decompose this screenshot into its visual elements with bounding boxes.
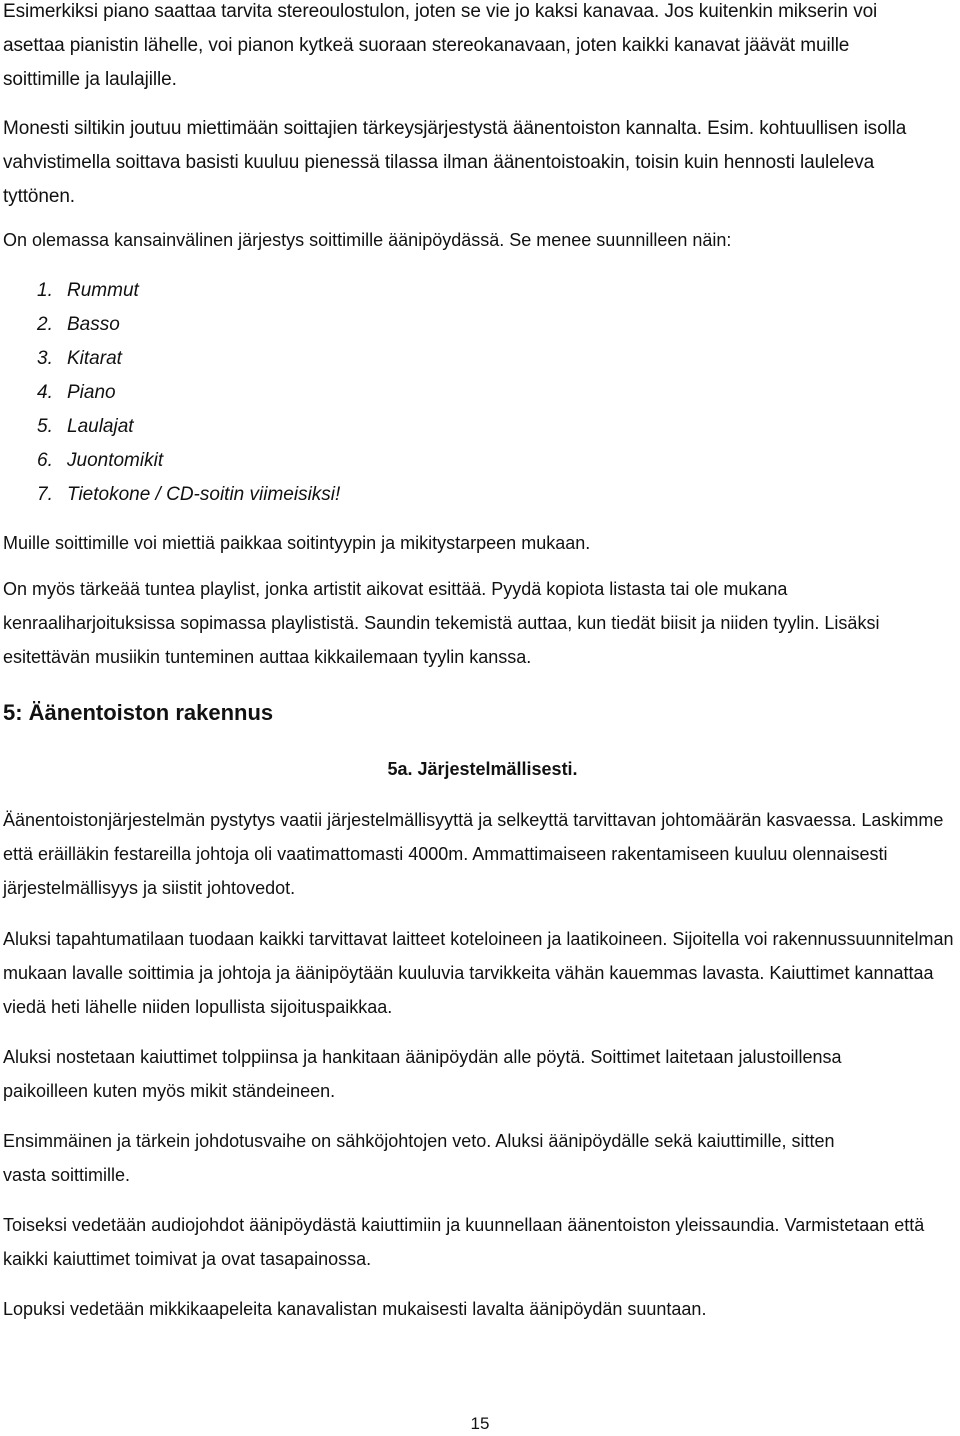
list-item-number: 2. xyxy=(37,314,53,335)
paragraph-mic-cables: Lopuksi vedetään mikkikaapeleita kanavalistan mukaisesti lavalta äänipöydän suuntaan. xyxy=(3,1299,707,1319)
list-item xyxy=(3,410,958,444)
list-item-number: 4. xyxy=(37,382,53,403)
list-item-label: Rummut xyxy=(67,280,139,301)
instrument-ranking-list xyxy=(3,274,958,512)
paragraph-other-instruments: Muille soittimille voi miettiä paikkaa soitintyypin ja mikitystarpeen mukaan. xyxy=(3,533,591,553)
list-item xyxy=(3,444,958,478)
list-item xyxy=(3,308,958,342)
page-number: 15 xyxy=(470,1414,490,1433)
paragraph-piano-stereo: Esimerkiksi piano saattaa tarvita stereoulostulon, joten se vie jo kaksi kanavaa. Jos kuitenkin mikserin voi asettaa pianistin lähelle, voi pianon kytkeä suoraan stereokanavaan, joten kaikki kanavat jäävät muille soittimille ja laulajille. xyxy=(3,1,878,90)
list-item-label: Juontomikit xyxy=(67,450,164,471)
paragraph-equipment-placement: Aluksi tapahtumatilaan tuodaan kaikki tarvittavat laitteet koteloineen ja laatikoineen. Sijoitella voi rakennussuunnitelman mukaan lavalle soittimia ja johtoja ja äänipöytään kuuluvia tarvikkeita vähän kauemmas lavasta. Kaiuttimet kannattaa viedä heti lähelle niiden lopullista sijoituspaikkaa. xyxy=(3,929,954,1017)
list-item-number: 1. xyxy=(37,280,53,301)
paragraph-international-order: On olemassa kansainvälinen järjestys soittimille äänipöydässä. Se menee suunnilleen näin: xyxy=(3,230,732,250)
list-item-number: 5. xyxy=(37,416,53,437)
list-item-label: Laulajat xyxy=(67,416,134,437)
list-item xyxy=(3,274,958,308)
list-item-number: 3. xyxy=(37,348,53,369)
paragraph-audio-cables: Toiseksi vedetään audiojohdot äänipöydästä kaiuttimiin ja kuunnellaan äänentoiston yleissaundia. Varmistetaan että kaikki kaiuttimet toimivat ja ovat tasapainossa. xyxy=(3,1215,925,1269)
list-item-label: Tietokone / CD-soitin viimeisiksi! xyxy=(67,484,341,505)
paragraph-playlist: On myös tärkeää tuntea playlist, jonka artistit aikovat esittää. Pyydä kopiota listasta tai ole mukana kenraaliharjoituksissa sopimassa playlististä. Saundin tekemistä auttaa, kun tiedät biisit ja niiden tyylin. Lisäksi esitettävän musiikin tunteminen auttaa kikkailemaan tyylin kanssa. xyxy=(3,579,880,667)
paragraph-system-setup: Äänentoistonjärjestelmän pystytys vaatii järjestelmällisyyttä ja selkeyttä tarvittavan johtomäärän kasvaessa. Laskimme että eräilläkin festareilla johtoja oli vaatimattomasti 4000m. Ammattimaiseen rakentamiseen kuuluu olennaisesti järjestelmällisyys ja siistit johtovedot. xyxy=(3,810,944,898)
list-item-label: Kitarat xyxy=(67,348,122,369)
list-item xyxy=(3,376,958,410)
list-item-label: Piano xyxy=(67,382,116,403)
subsection-heading: 5a. Järjestelmällisesti. xyxy=(387,759,578,779)
document-page xyxy=(3,0,958,1326)
list-item-number: 7. xyxy=(37,484,53,505)
paragraph-speakers-up: Aluksi nostetaan kaiuttimet tolppiinsa ja hankitaan äänipöydän alle pöytä. Soittimet laitetaan jalustoillensa paikoilleen kuten myös mikit ständeineen. xyxy=(3,1047,842,1101)
list-item-label: Basso xyxy=(67,314,120,335)
list-item xyxy=(3,342,958,376)
paragraph-power-cables: Ensimmäinen ja tärkein johdotusvaihe on sähköjohtojen veto. Aluksi äänipöydälle sekä kaiuttimille, sitten vasta soittimille. xyxy=(3,1131,835,1185)
paragraph-priority: Monesti siltikin joutuu miettimään soittajien tärkeysjärjestystä äänentoiston kannalta. Esim. kohtuullisen isolla vahvistimella soittava basisti kuuluu pienessä tilassa ilman äänentoistoakin, toisin kuin hennosti lauleleva tyttönen. xyxy=(3,118,907,207)
section-heading: 5: Äänentoiston rakennus xyxy=(3,700,274,725)
list-item-number: 6. xyxy=(37,450,53,471)
list-item xyxy=(3,478,958,512)
